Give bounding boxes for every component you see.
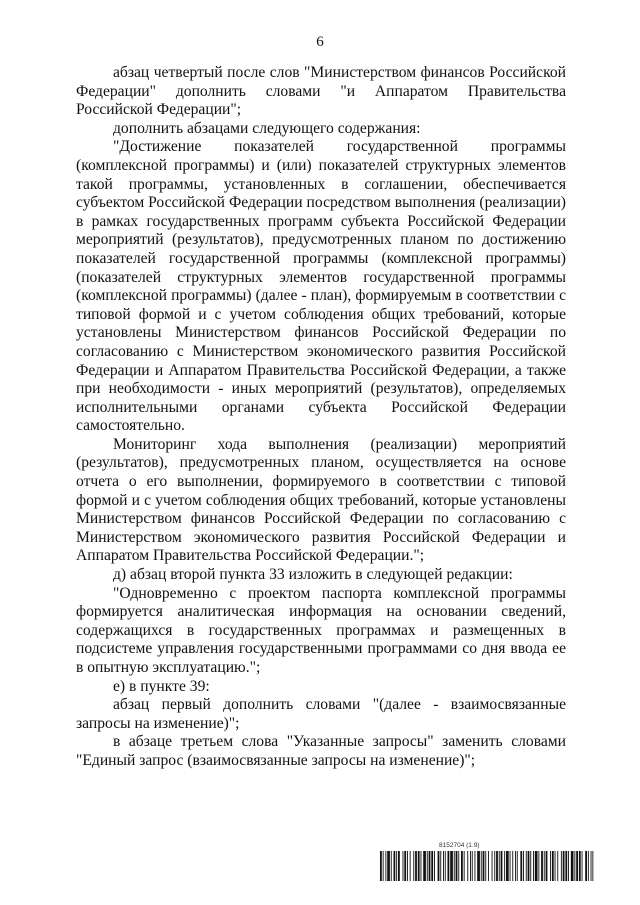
document-body <box>76 64 566 771</box>
document-code: 8152704 (1.9) <box>439 842 480 849</box>
paragraph-3: "Достижение показателей государственной программы (комплексной программы) и (или) показателей структурных элементов такой программы, установленных в соглашении, обеспечивается субъектом Российской Федерации посредством выполнения (реализации) в рамках государственных программ субъекта Российской Федерации мероприятий (результатов), предусмотренных планом по достижению показателей государственной программы (комплексной программы) (показателей структурных элементов государственной программы (комплексной программы) (далее - план), формируемым в соответствии с типовой формой и с учетом соблюдения общих требований, которые установлены Министерством финансов Российской Федерации по согласованию с Министерством экономического развития Российской Федерации и Аппаратом Правительства Российской Федерации, а также при необходимости - иных мероприятий (результатов), определяемых исполнительными органами субъекта Российской Федерации самостоятельно. <box>76 138 566 435</box>
barcode-image <box>380 851 594 881</box>
page-number: 6 <box>316 34 324 50</box>
paragraph-2: дополнить абзацами следующего содержания: <box>113 119 421 137</box>
paragraph-9: в абзаце третьем слова "Указанные запросы" заменить словами "Единый запрос (взаимосвязанные запросы на изменение)"; <box>76 733 566 769</box>
paragraph-8: абзац первый дополнить словами "(далее - взаимосвязанные запросы на изменение)"; <box>76 696 566 732</box>
paragraph-5: д) абзац второй пункта 33 изложить в следующей редакции: <box>113 566 513 584</box>
paragraph-7: е) в пункте 39: <box>113 677 210 695</box>
paragraph-6: "Одновременно с проектом паспорта комплексной программы формируется аналитическая информация на основании сведений, содержащихся в государственных программах и размещенных в подсистеме управления государственными программами со дня ввода ее в опытную эксплуатацию."; <box>76 584 566 676</box>
paragraph-4: Мониторинг хода выполнения (реализации) мероприятий (результатов), предусмотренных планом, осуществляется на основе отчета о его выполнении, формируемого в соответствии с типовой формой и с учетом соблюдения общих требований, которые установлены Министерством финансов Российской Федерации по согласованию с Министерством экономического развития Российской Федерации и Аппаратом Правительства Российской Федерации."; <box>76 435 566 565</box>
paragraph-1: абзац четвертый после слов "Министерством финансов Российской Федерации" дополнить словами "и Аппаратом Правительства Российской Федерации"; <box>76 64 566 119</box>
